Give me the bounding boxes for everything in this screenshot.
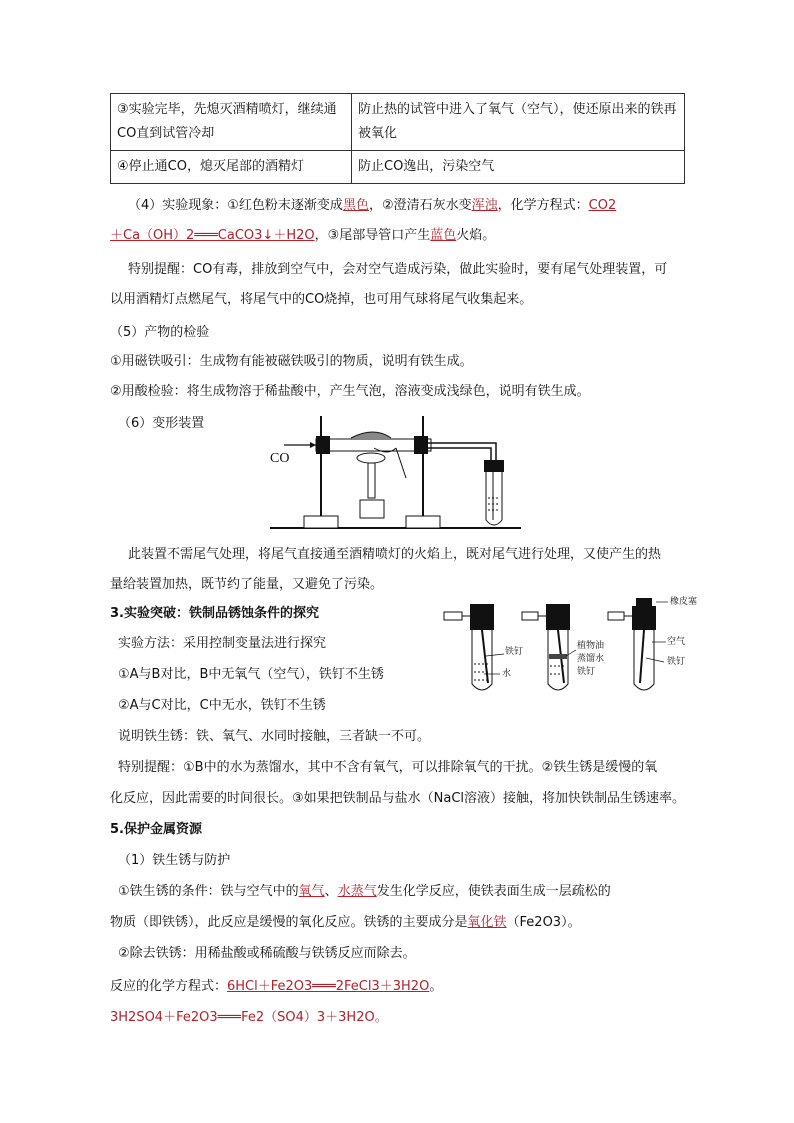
blank-turbid: 浑浊 bbox=[471, 198, 498, 213]
apparatus-diagram bbox=[266, 408, 526, 536]
tip-paragraph: 特别提醒：①B中的水为蒸馏水，其中不含有氧气，可以排除氧气的干扰。②铁生锈是缓慢的氧 bbox=[118, 760, 658, 775]
table-row bbox=[111, 94, 685, 151]
rust-experiment-figure bbox=[436, 598, 696, 698]
rust-condition-line: ①铁生锈的条件：铁与空气中的氧气、水蒸气发生化学反应，使铁表面生成一层疏松的 bbox=[118, 884, 611, 899]
blank-iron-oxide: 氧化铁 bbox=[467, 915, 507, 930]
label-oil: 植物油 bbox=[577, 641, 605, 651]
label-nail3: 铁钉 bbox=[667, 657, 686, 667]
blank-oxygen: 氧气 bbox=[298, 884, 325, 899]
tip-paragraph: 特别提醒：CO有毒，排放到空气中，会对空气造成污染，做此实验时，要有尾气处理装置，可 bbox=[128, 262, 668, 277]
label-water: 水 bbox=[502, 669, 512, 679]
table-cell-step: ④停止通CO，熄灭尾部的酒精灯 bbox=[111, 151, 352, 184]
blank-black: 黑色 bbox=[342, 198, 369, 213]
paragraph: ②除去铁锈：用稀盐酸或稀硫酸与铁锈反应而除去。 bbox=[118, 946, 416, 961]
label-nail2: 铁钉 bbox=[577, 667, 596, 677]
equation-line: 反应的化学方程式：6HCl＋Fe2O3═══2FeCl3＋3H2O。 bbox=[110, 979, 443, 994]
co-label: CO bbox=[270, 451, 290, 466]
method-line: 说明铁生锈：铁、氧气、水同时接触，三者缺一不可。 bbox=[118, 729, 431, 744]
tip-paragraph-cont: 以用酒精灯点燃尾气，将尾气中的CO烧掉，也可用气球将尾气收集起来。 bbox=[110, 292, 533, 307]
tip-paragraph-cont: 化反应，因此需要的时间很长。③如果把铁制品与盐水（NaCl溶液）接触，将加快铁制品生锈速率。 bbox=[110, 791, 686, 806]
blank-blue: 蓝色 bbox=[430, 228, 457, 243]
label-distilled: 蒸馏水 bbox=[577, 654, 605, 664]
method-line: 实验方法：采用控制变量法进行探究 bbox=[118, 636, 327, 651]
equation-limewater: ＋Ca（OH）2═══CaCO3↓＋H2O bbox=[110, 228, 315, 243]
table-row bbox=[111, 151, 685, 184]
method-line: ①A与B对比，B中无氧气（空气），铁钉不生锈 bbox=[118, 667, 384, 682]
section-heading-3: 3.实验突破：铁制品锈蚀条件的探究 bbox=[110, 606, 319, 621]
label-nail: 铁钉 bbox=[505, 647, 524, 657]
section-heading: （5）产物的检验 bbox=[110, 325, 210, 340]
label-air: 空气 bbox=[667, 637, 686, 647]
equation-line: ＋Ca（OH）2═══CaCO3↓＋H2O，③尾部导管口产生蓝色火焰。 bbox=[110, 228, 496, 243]
method-line: ②A与C对比，C中无水，铁钉不生锈 bbox=[118, 698, 326, 713]
paragraph-cont: 量给装置加热，既节约了能量，又避免了污染。 bbox=[110, 577, 384, 592]
section-heading: （6）变形装置 bbox=[118, 416, 205, 431]
paragraph: ②用酸检验：将生成物溶于稀盐酸中，产生气泡，溶液变成浅绿色，说明有铁生成。 bbox=[110, 384, 590, 399]
paragraph: 此装置不需尾气处理，将尾气直接通至酒精喷灯的火焰上，既对尾气进行处理，又使产生的热 bbox=[128, 547, 662, 562]
phenomena-line: （4）实验现象：①红色粉末逐渐变成黑色，②澄清石灰水变浑浊，化学方程式：CO2 bbox=[128, 198, 617, 213]
equation-h2so4: 3H2SO4＋Fe2O3═══Fe2（SO4）3＋3H2O。 bbox=[110, 1010, 388, 1025]
equation-hcl: 6HCl＋Fe2O3═══2FeCl3＋3H2O bbox=[227, 979, 430, 994]
table-cell-step: ③实验完毕，先熄灭酒精喷灯，继续通CO直到试管冷却 bbox=[111, 94, 352, 151]
table-cell-reason: 防止CO逸出，污染空气 bbox=[352, 151, 685, 184]
subheading: （1）铁生锈与防护 bbox=[118, 853, 231, 868]
paragraph: ①用磁铁吸引：生成物有能被磁铁吸引的物质，说明有铁生成。 bbox=[110, 354, 473, 369]
steps-table bbox=[110, 93, 685, 184]
table-cell-reason: 防止热的试管中进入了氧气（空气），使还原出来的铁再被氧化 bbox=[352, 94, 685, 151]
blank-co2: CO2 bbox=[588, 198, 617, 213]
blank-water-vapor: 水蒸气 bbox=[337, 884, 377, 899]
label-stopper: 橡皮塞 bbox=[670, 597, 698, 607]
section-heading-5: 5.保护金属资源 bbox=[110, 822, 202, 837]
rust-composition-line: 物质（即铁锈），此反应是缓慢的氧化反应。铁锈的主要成分是氧化铁（Fe2O3）。 bbox=[110, 915, 581, 930]
